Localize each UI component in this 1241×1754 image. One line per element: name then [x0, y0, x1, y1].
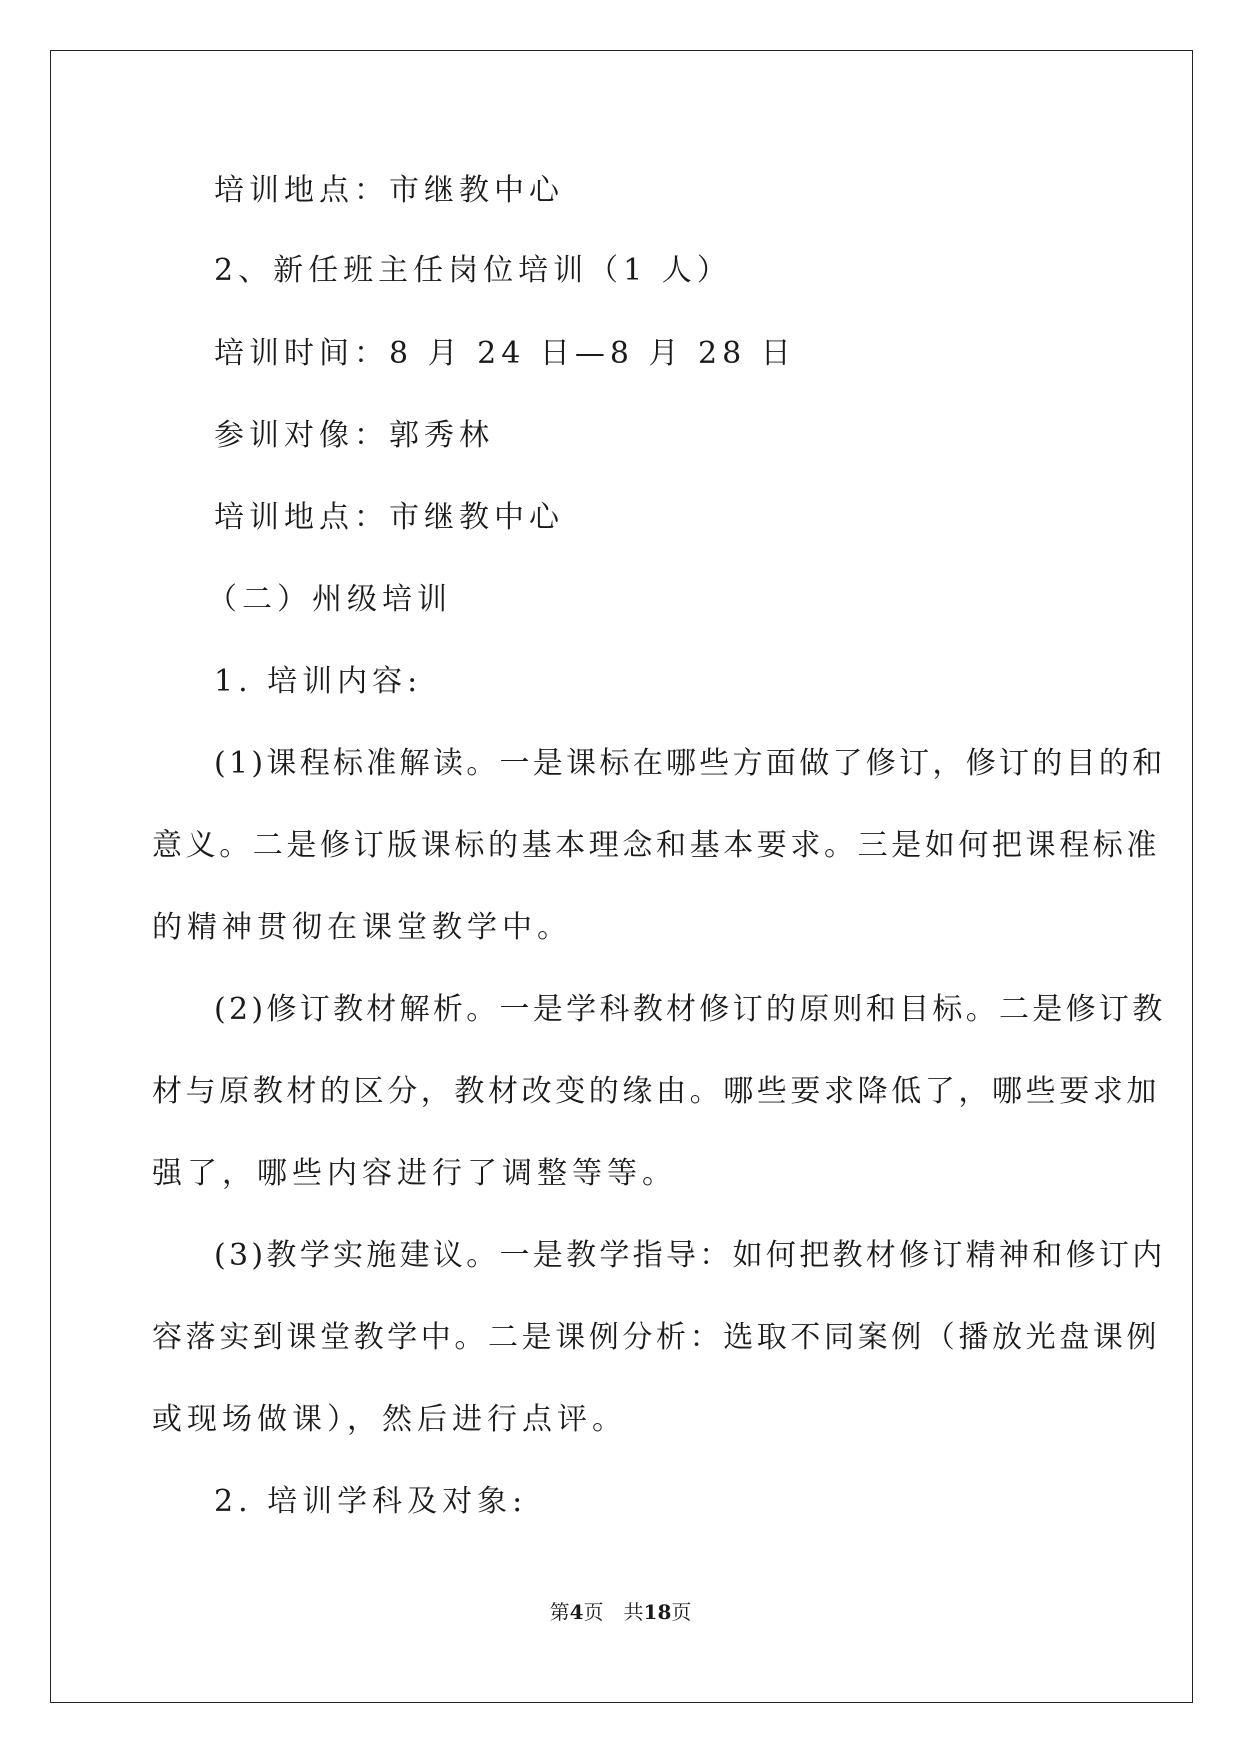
footer-page-mid: 页 共 [583, 1600, 644, 1624]
training-location-line-1: 培训地点：市继教中心 [214, 173, 564, 208]
training-subjects-heading: 2. 培训学科及对象: [214, 1484, 528, 1519]
paragraph-2-line-2: 材与原教材的区分，教材改变的缘由。哪些要求降低了，哪些要求加 [152, 1074, 1160, 1109]
prefecture-training-heading: （二）州级培训 [207, 582, 452, 617]
paragraph-1-line-2: 意义。二是修订版课标的基本理念和基本要求。三是如何把课程标准 [152, 828, 1160, 863]
training-time-line: 培训时间：8 月 24 日—8 月 28 日 [214, 336, 796, 371]
new-head-teacher-training-heading: 2、新任班主任岗位培训（1 人） [214, 253, 732, 288]
training-location-line-2: 培训地点：市继教中心 [214, 500, 564, 535]
footer-current-page: 4 [569, 1600, 584, 1624]
page-footer [0, 1599, 1241, 1625]
paragraph-3-line-1: (3)教学实施建议。一是教学指导：如何把教材修订精神和修订内 [214, 1238, 1166, 1273]
paragraph-2-line-3: 强了，哪些内容进行了调整等等。 [152, 1156, 677, 1191]
footer-page-prefix: 第 [549, 1600, 570, 1624]
paragraph-1-line-1: (1)课程标准解读。一是课标在哪些方面做了修订，修订的目的和 [214, 746, 1166, 781]
footer-page-suffix: 页 [671, 1600, 692, 1624]
paragraph-3-line-3: 或现场做课），然后进行点评。 [152, 1402, 627, 1437]
paragraph-3-line-2: 容落实到课堂教学中。二是课例分析：选取不同案例（播放光盘课例 [152, 1320, 1160, 1355]
training-content-heading: 1. 培训内容: [214, 664, 423, 699]
footer-total-pages: 18 [643, 1600, 672, 1624]
paragraph-2-line-1: (2)修订教材解析。一是学科教材修订的原则和目标。二是修订教 [214, 992, 1166, 1027]
paragraph-1-line-3: 的精神贯彻在课堂教学中。 [152, 910, 572, 945]
page-border [50, 50, 1193, 1703]
trainee-line: 参训对像：郭秀林 [214, 418, 494, 453]
